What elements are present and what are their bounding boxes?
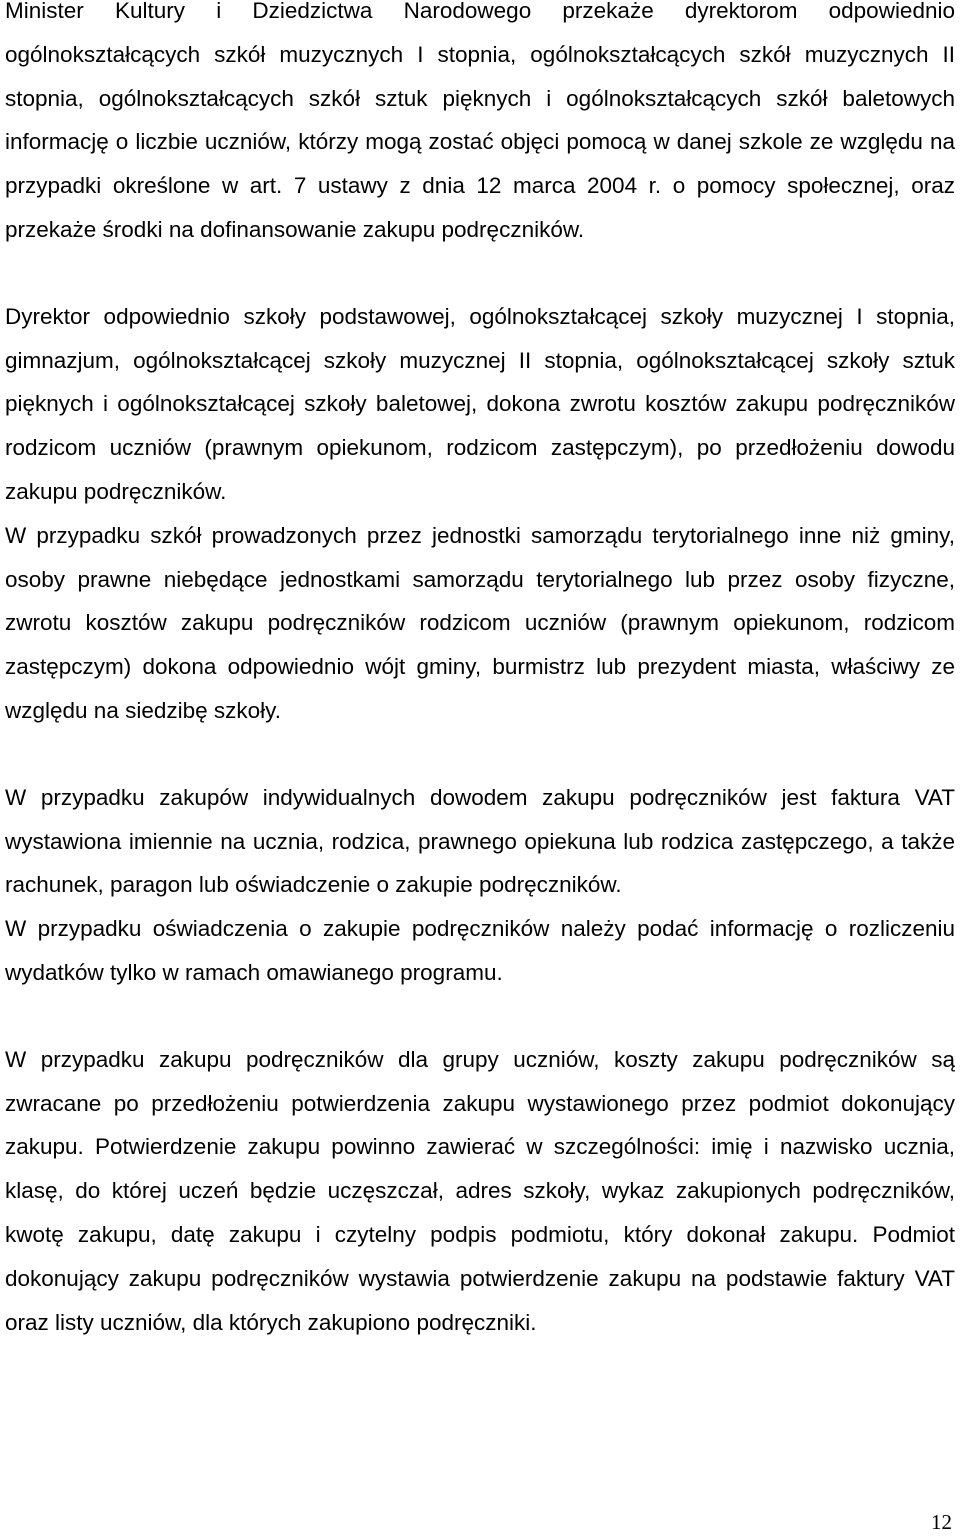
paragraph-individual-purchase-proof: W przypadku zakupów indywidualnych dowodem zakupu podręczników jest faktura VAT wystawiona imiennie na ucznia, rodzica, prawnego opiekuna lub rodzica zastępczego, a także rachunek, paragon lub oświadczenie o zakupie podręczników. [5,784,955,898]
paragraph-declaration-info: W przypadku oświadczenia o zakupie podręczników należy podać informację o rozliczeniu wydatków tylko w ramach omawianego programu. [5,916,955,985]
document-body [5,0,955,1344]
paragraph-group-purchase: W przypadku zakupu podręczników dla grupy uczniów, koszty zakupu podręczników są zwracane po przedłożeniu potwierdzenia zakupu wystawionego przez podmiot dokonujący zakupu. Potwierdzenie zakupu powinno zawierać w szczególności: imię i nazwisko ucznia, klasę, do której uczeń będzie uczęszczał, adres szkoły, wykaz zakupionych podręczników, kwotę zakupu, datę zakupu i czytelny podpis podmiotu, który dokonał zakupu. Podmiot dokonujący zakupu podręczników wystawia potwierdzenie zakupu na podstawie faktury VAT oraz listy uczniów, dla których zakupiono podręczniki. [5,1046,955,1335]
paragraph-minister-funding: Minister Kultury i Dziedzictwa Narodowego przekaże dyrektorom odpowiednio ogólnokształcących szkół muzycznych I stopnia, ogólnokształcących szkół muzycznych II stopnia, ogólnokształcących szkół sztuk pięknych i ogólnokształcących szkół baletowych informację o liczbie uczniów, którzy mogą zostać objęci pomocą w danej szkole ze względu na przypadki określone w art. 7 ustawy z dnia 12 marca 2004 r. o pomocy społecznej, oraz przekaże środki na dofinansowanie zakupu podręczników. [5,0,955,242]
page-number: 12 [931,1510,952,1534]
paragraph-director-refund: Dyrektor odpowiednio szkoły podstawowej, ogólnokształcącej szkoły muzycznej I stopnia, gimnazjum, ogólnokształcącej szkoły muzycznej II stopnia, ogólnokształcącej szkoły sztuk pięknych i ogólnokształcącej szkoły baletowej, dokona zwrotu kosztów zakupu podręczników rodzicom uczniów (prawnym opiekunom, rodzicom zastępczym), po przedłożeniu dowodu zakupu podręczników. [5,303,955,504]
paragraph-other-schools-refund: W przypadku szkół prowadzonych przez jednostki samorządu terytorialnego inne niż gminy, osoby prawne niebędące jednostkami samorządu terytorialnego lub przez osoby fizyczne, zwrotu kosztów zakupu podręczników rodzicom uczniów (prawnym opiekunom, rodzicom zastępczym) dokona odpowiednio wójt gminy, burmistrz lub prezydent miasta, właściwy ze względu na siedzibę szkoły. [5,522,955,723]
